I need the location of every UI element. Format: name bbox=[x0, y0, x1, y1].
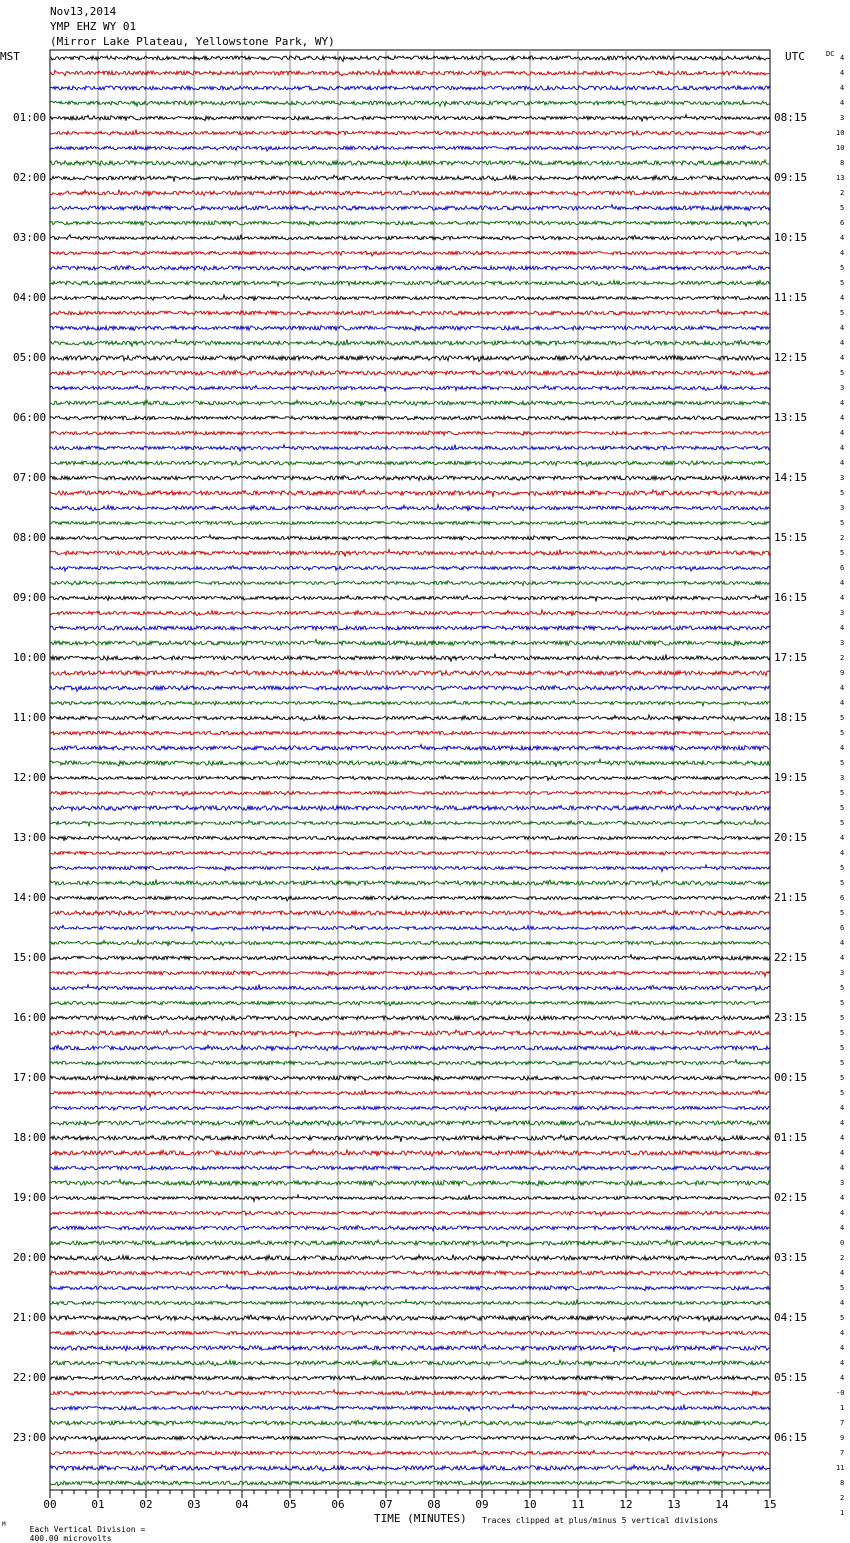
left-hour-label: 16:00 bbox=[13, 1011, 47, 1024]
left-hour-label: 10:00 bbox=[13, 651, 47, 664]
trace-line bbox=[50, 654, 770, 661]
right-hour-label: 18:15 bbox=[774, 711, 808, 724]
dc-offset-value: 2 bbox=[840, 1494, 845, 1502]
dc-offset-value: 4 bbox=[840, 1359, 845, 1367]
trace-line bbox=[50, 715, 770, 721]
trace-line bbox=[50, 1315, 770, 1322]
right-hour-label: 22:15 bbox=[774, 951, 808, 964]
trace-line bbox=[50, 400, 770, 407]
trace-line bbox=[50, 416, 770, 420]
dc-offset-value: 1 bbox=[840, 1404, 845, 1412]
dc-offset-value: 4 bbox=[840, 1149, 845, 1157]
dc-offset-value: 4 bbox=[840, 684, 845, 692]
right-hour-label: 09:15 bbox=[774, 171, 808, 184]
dc-offset-value: 5 bbox=[840, 549, 845, 557]
left-hour-label: 11:00 bbox=[13, 711, 47, 724]
dc-offset-value: 5 bbox=[840, 1314, 845, 1322]
dc-offset-value: 1 bbox=[840, 1509, 845, 1517]
scale-value: 400.00 microvolts bbox=[29, 1534, 112, 1543]
dc-offset-value: 6 bbox=[840, 219, 845, 227]
x-tick-label: 10 bbox=[523, 1498, 537, 1511]
trace-line bbox=[50, 595, 770, 601]
dc-offset-value: 5 bbox=[840, 309, 845, 317]
trace-line bbox=[50, 56, 770, 62]
dc-offset-value: 3 bbox=[840, 969, 845, 977]
x-tick-label: 09 bbox=[475, 1498, 489, 1511]
x-tick-label: 08 bbox=[427, 1498, 441, 1511]
dc-offset-value: 4 bbox=[840, 954, 845, 962]
right-hour-label: 14:15 bbox=[774, 471, 808, 484]
trace-line bbox=[50, 1030, 770, 1037]
dc-offset-value: 5 bbox=[840, 519, 845, 527]
right-hour-label: 10:15 bbox=[774, 231, 808, 244]
trace-line bbox=[50, 940, 770, 946]
dc-offset-value: 2 bbox=[840, 1254, 845, 1262]
left-hour-label: 21:00 bbox=[13, 1311, 47, 1324]
dc-offset-value: 5 bbox=[840, 999, 845, 1007]
right-hour-label: 05:15 bbox=[774, 1371, 808, 1384]
trace-line bbox=[50, 1149, 770, 1156]
dc-offset-value: 5 bbox=[840, 819, 845, 827]
left-hour-label: 15:00 bbox=[13, 951, 47, 964]
left-hour-label: 23:00 bbox=[13, 1431, 47, 1444]
right-hour-label: 06:15 bbox=[774, 1431, 808, 1444]
trace-line bbox=[50, 1255, 770, 1262]
right-hour-label: 00:15 bbox=[774, 1071, 808, 1084]
dc-offset-value: 5 bbox=[840, 489, 845, 497]
right-hour-label: 19:15 bbox=[774, 771, 808, 784]
right-hour-label: 13:15 bbox=[774, 411, 808, 424]
dc-offset-value: 4 bbox=[840, 1344, 845, 1352]
left-hour-label: 12:00 bbox=[13, 771, 47, 784]
x-tick-label: 03 bbox=[187, 1498, 201, 1511]
dc-offset-value: 4 bbox=[840, 744, 845, 752]
dc-offset-value: 4 bbox=[840, 249, 845, 257]
dc-offset-value: 4 bbox=[840, 1164, 845, 1172]
left-hour-label: 20:00 bbox=[13, 1251, 47, 1264]
dc-offset-value: 4 bbox=[840, 1374, 845, 1382]
trace-line bbox=[50, 1450, 770, 1456]
left-axis-label: MST bbox=[0, 50, 20, 63]
dc-offset-value: 8 bbox=[840, 1479, 845, 1487]
header-location: (Mirror Lake Plateau, Yellowstone Park, WY) bbox=[50, 35, 335, 48]
trace-line bbox=[50, 175, 770, 182]
dc-offset-value: 4 bbox=[840, 54, 845, 62]
dc-offset-value: 4 bbox=[840, 1224, 845, 1232]
trace-line bbox=[50, 1481, 770, 1486]
dc-offset-value: 3 bbox=[840, 114, 845, 122]
trace-line bbox=[50, 431, 770, 436]
trace-line bbox=[50, 1195, 770, 1202]
dc-offset-value: 8 bbox=[840, 159, 845, 167]
dc-offset-value: 10 bbox=[836, 144, 845, 152]
right-hour-label: 20:15 bbox=[774, 831, 808, 844]
trace-line bbox=[50, 1060, 770, 1065]
trace-line bbox=[50, 146, 770, 152]
dc-offset-value: 4 bbox=[840, 459, 845, 467]
trace-line bbox=[50, 205, 770, 211]
trace-line bbox=[50, 1436, 770, 1442]
trace-line bbox=[50, 1135, 770, 1142]
trace-line bbox=[50, 1166, 770, 1170]
trace-line bbox=[50, 1376, 770, 1380]
right-hour-label: 17:15 bbox=[774, 651, 808, 664]
trace-line bbox=[50, 266, 770, 271]
x-tick-label: 00 bbox=[43, 1498, 57, 1511]
trace-line bbox=[50, 1045, 770, 1052]
x-tick-label: 07 bbox=[379, 1498, 393, 1511]
dc-offset-value: 4 bbox=[840, 399, 845, 407]
x-tick-label: 14 bbox=[715, 1498, 729, 1511]
x-tick-label: 01 bbox=[91, 1498, 105, 1511]
trace-line bbox=[50, 879, 770, 885]
dc-offset-value: 5 bbox=[840, 789, 845, 797]
right-hour-label: 23:15 bbox=[774, 1011, 808, 1024]
trace-line bbox=[50, 310, 770, 316]
trace-line bbox=[50, 1345, 770, 1352]
left-hour-label: 18:00 bbox=[13, 1131, 47, 1144]
dc-offset-value: 10 bbox=[836, 129, 845, 137]
dc-offset-value: 4 bbox=[840, 849, 845, 857]
dc-offset-value: 4 bbox=[840, 354, 845, 362]
trace-line bbox=[50, 1179, 770, 1186]
trace-line bbox=[50, 610, 770, 616]
trace-line bbox=[50, 1390, 770, 1396]
dc-offset-value: 5 bbox=[840, 759, 845, 767]
trace-line bbox=[50, 850, 770, 855]
dc-offset-value: 5 bbox=[840, 204, 845, 212]
dc-offset-value: 3 bbox=[840, 609, 845, 617]
dc-offset-value: 2 bbox=[840, 189, 845, 197]
trace-line bbox=[50, 836, 770, 841]
dc-offset-value: 4 bbox=[840, 294, 845, 302]
dc-offset-value: 5 bbox=[840, 1014, 845, 1022]
left-hour-label: 22:00 bbox=[13, 1371, 47, 1384]
trace-line bbox=[50, 670, 770, 676]
trace-line bbox=[50, 221, 770, 227]
dc-offset-value: 4 bbox=[840, 1119, 845, 1127]
trace-line bbox=[50, 549, 770, 557]
trace-line bbox=[50, 130, 770, 136]
trace-line bbox=[50, 925, 770, 931]
dc-offset-value: 4 bbox=[840, 1194, 845, 1202]
dc-offset-value: 5 bbox=[840, 804, 845, 812]
header-date: Nov13,2014 bbox=[50, 5, 117, 18]
right-hour-label: 08:15 bbox=[774, 111, 808, 124]
trace-line bbox=[50, 1271, 770, 1275]
dc-offset-value: 5 bbox=[840, 729, 845, 737]
dc-offset-value: 6 bbox=[840, 894, 845, 902]
dc-offset-value: 5 bbox=[840, 1029, 845, 1037]
right-axis-label: UTC bbox=[785, 50, 805, 63]
dc-offset-value: 6 bbox=[840, 564, 845, 572]
dc-offset-value: 5 bbox=[840, 1284, 845, 1292]
trace-line bbox=[50, 460, 770, 466]
trace-line bbox=[50, 86, 770, 90]
dc-offset-value: 5 bbox=[840, 864, 845, 872]
dc-offset-value: 4 bbox=[840, 69, 845, 77]
dc-offset-value: 4 bbox=[840, 1269, 845, 1277]
trace-line bbox=[50, 1211, 770, 1216]
dc-offset-value: 5 bbox=[840, 909, 845, 917]
dc-offset-value: 4 bbox=[840, 444, 845, 452]
dc-offset-value: 4 bbox=[840, 579, 845, 587]
dc-offset-value: 4 bbox=[840, 1104, 845, 1112]
trace-line bbox=[50, 1285, 770, 1291]
trace-line bbox=[50, 759, 770, 767]
trace-line bbox=[50, 190, 770, 197]
left-hour-label: 19:00 bbox=[13, 1191, 47, 1204]
dc-offset-value: 5 bbox=[840, 1089, 845, 1097]
clip-note: Traces clipped at plus/minus 5 vertical divisions bbox=[482, 1516, 719, 1525]
dc-offset-value: 3 bbox=[840, 774, 845, 782]
dc-offset-value: 3 bbox=[840, 504, 845, 512]
left-hour-label: 06:00 bbox=[13, 411, 47, 424]
dc-offset-value: 11 bbox=[836, 1464, 845, 1472]
right-hour-label: 01:15 bbox=[774, 1131, 808, 1144]
trace-line bbox=[50, 791, 770, 796]
dc-label: DC bbox=[826, 50, 835, 58]
corner-mark: M bbox=[2, 1521, 6, 1528]
scale-prefix: Each Vertical Division = bbox=[29, 1525, 146, 1534]
trace-line bbox=[50, 1001, 770, 1006]
trace-line bbox=[50, 1300, 770, 1307]
x-tick-label: 12 bbox=[619, 1498, 633, 1511]
trace-line bbox=[50, 505, 770, 511]
dc-offset-value: 4 bbox=[840, 84, 845, 92]
trace-line bbox=[50, 896, 770, 901]
dc-offset-value: 9 bbox=[840, 1434, 845, 1442]
right-hour-label: 11:15 bbox=[774, 291, 808, 304]
trace-line bbox=[50, 820, 770, 827]
trace-line bbox=[50, 1464, 770, 1471]
dc-offset-value: 3 bbox=[840, 474, 845, 482]
dc-offset-value: 2 bbox=[840, 534, 845, 542]
trace-line bbox=[50, 581, 770, 586]
dc-offset-value: 4 bbox=[840, 939, 845, 947]
left-hour-label: 02:00 bbox=[13, 171, 47, 184]
dc-offset-value: 4 bbox=[840, 414, 845, 422]
x-tick-label: 02 bbox=[139, 1498, 153, 1511]
left-hour-label: 03:00 bbox=[13, 231, 47, 244]
right-hour-label: 12:15 bbox=[774, 351, 808, 364]
trace-line bbox=[50, 1420, 770, 1425]
dc-offset-value: 5 bbox=[840, 714, 845, 722]
dc-offset-value: 5 bbox=[840, 1044, 845, 1052]
x-tick-label: 15 bbox=[763, 1498, 777, 1511]
left-hour-label: 17:00 bbox=[13, 1071, 47, 1084]
trace-line bbox=[50, 445, 770, 452]
left-hour-label: 07:00 bbox=[13, 471, 47, 484]
dc-offset-value: 4 bbox=[840, 1299, 845, 1307]
left-hour-label: 14:00 bbox=[13, 891, 47, 904]
dc-offset-value: 4 bbox=[840, 1209, 845, 1217]
trace-line bbox=[50, 1240, 770, 1247]
dc-offset-value: 4 bbox=[840, 1134, 845, 1142]
dc-offset-value: 4 bbox=[840, 594, 845, 602]
trace-line bbox=[50, 115, 770, 122]
dc-offset-value: 5 bbox=[840, 984, 845, 992]
trace-line bbox=[50, 101, 770, 107]
x-axis-title: TIME (MINUTES) bbox=[374, 1512, 467, 1525]
trace-line bbox=[50, 476, 770, 481]
trace-line bbox=[50, 339, 770, 347]
trace-line bbox=[50, 326, 770, 331]
dc-offset-value: 4 bbox=[840, 699, 845, 707]
trace-line bbox=[50, 805, 770, 811]
trace-line bbox=[50, 1405, 770, 1412]
trace-line bbox=[50, 971, 770, 977]
right-hour-label: 02:15 bbox=[774, 1191, 808, 1204]
x-tick-label: 13 bbox=[667, 1498, 681, 1511]
right-hour-label: 03:15 bbox=[774, 1251, 808, 1264]
trace-line bbox=[50, 985, 770, 991]
trace-line bbox=[50, 235, 770, 241]
trace-line bbox=[50, 371, 770, 376]
dc-offset-value: 0 bbox=[840, 1239, 845, 1247]
trace-line bbox=[50, 1090, 770, 1097]
right-hour-label: 04:15 bbox=[774, 1311, 808, 1324]
x-tick-label: 04 bbox=[235, 1498, 249, 1511]
right-hour-label: 21:15 bbox=[774, 891, 808, 904]
x-tick-label: 11 bbox=[571, 1498, 585, 1511]
dc-offset-value: -0 bbox=[836, 1389, 845, 1397]
x-tick-label: 06 bbox=[331, 1498, 345, 1511]
dc-offset-value: 4 bbox=[840, 324, 845, 332]
trace-line bbox=[50, 490, 770, 497]
dc-offset-value: 7 bbox=[840, 1419, 845, 1427]
trace-line bbox=[50, 1360, 770, 1367]
trace-line bbox=[50, 1106, 770, 1111]
trace-line bbox=[50, 160, 770, 166]
dc-offset-value: 3 bbox=[840, 1179, 845, 1187]
dc-offset-value: 4 bbox=[840, 99, 845, 107]
dc-offset-value: 5 bbox=[840, 279, 845, 287]
trace-line bbox=[50, 1076, 770, 1081]
trace-line bbox=[50, 745, 770, 751]
scale-note bbox=[20, 1516, 145, 1543]
trace-line bbox=[50, 731, 770, 735]
trace-line bbox=[50, 911, 770, 916]
left-hour-label: 01:00 bbox=[13, 111, 47, 124]
trace-line bbox=[50, 640, 770, 647]
trace-line bbox=[50, 385, 770, 391]
dc-offset-value: 4 bbox=[840, 339, 845, 347]
right-hour-label: 16:15 bbox=[774, 591, 808, 604]
trace-line bbox=[50, 251, 770, 256]
dc-offset-value: 7 bbox=[840, 1449, 845, 1457]
dc-offset-value: 2 bbox=[840, 654, 845, 662]
dc-offset-value: 4 bbox=[840, 429, 845, 437]
trace-line bbox=[50, 280, 770, 286]
trace-line bbox=[50, 955, 770, 961]
trace-line bbox=[50, 566, 770, 572]
left-hour-label: 09:00 bbox=[13, 591, 47, 604]
dc-offset-value: 6 bbox=[840, 924, 845, 932]
header-station: YMP EHZ WY 01 bbox=[50, 20, 137, 33]
dc-offset-value: 4 bbox=[840, 624, 845, 632]
trace-line bbox=[50, 356, 770, 362]
left-hour-label: 13:00 bbox=[13, 831, 47, 844]
dc-offset-value: 4 bbox=[840, 234, 845, 242]
dc-offset-value: 13 bbox=[836, 174, 845, 182]
dc-offset-value: 5 bbox=[840, 1074, 845, 1082]
trace-line bbox=[50, 295, 770, 301]
trace-line bbox=[50, 700, 770, 706]
trace-line bbox=[50, 521, 770, 525]
trace-line bbox=[50, 776, 770, 781]
trace-line bbox=[50, 1120, 770, 1125]
dc-offset-value: 3 bbox=[840, 639, 845, 647]
trace-line bbox=[50, 686, 770, 692]
trace-line bbox=[50, 626, 770, 630]
dc-offset-value: 4 bbox=[840, 834, 845, 842]
trace-line bbox=[50, 865, 770, 872]
dc-offset-value: 4 bbox=[840, 1329, 845, 1337]
left-hour-label: 04:00 bbox=[13, 291, 47, 304]
dc-offset-value: 9 bbox=[840, 669, 845, 677]
x-tick-label: 05 bbox=[283, 1498, 297, 1511]
right-hour-label: 15:15 bbox=[774, 531, 808, 544]
trace-line bbox=[50, 535, 770, 541]
dc-offset-value: 5 bbox=[840, 369, 845, 377]
dc-offset-value: 3 bbox=[840, 384, 845, 392]
trace-line bbox=[50, 1331, 770, 1336]
trace-line bbox=[50, 1226, 770, 1231]
left-hour-label: 05:00 bbox=[13, 351, 47, 364]
dc-offset-value: 5 bbox=[840, 264, 845, 272]
left-hour-label: 08:00 bbox=[13, 531, 47, 544]
trace-line bbox=[50, 1016, 770, 1021]
trace-line bbox=[50, 70, 770, 76]
dc-offset-value: 5 bbox=[840, 1059, 845, 1067]
dc-offset-value: 5 bbox=[840, 879, 845, 887]
